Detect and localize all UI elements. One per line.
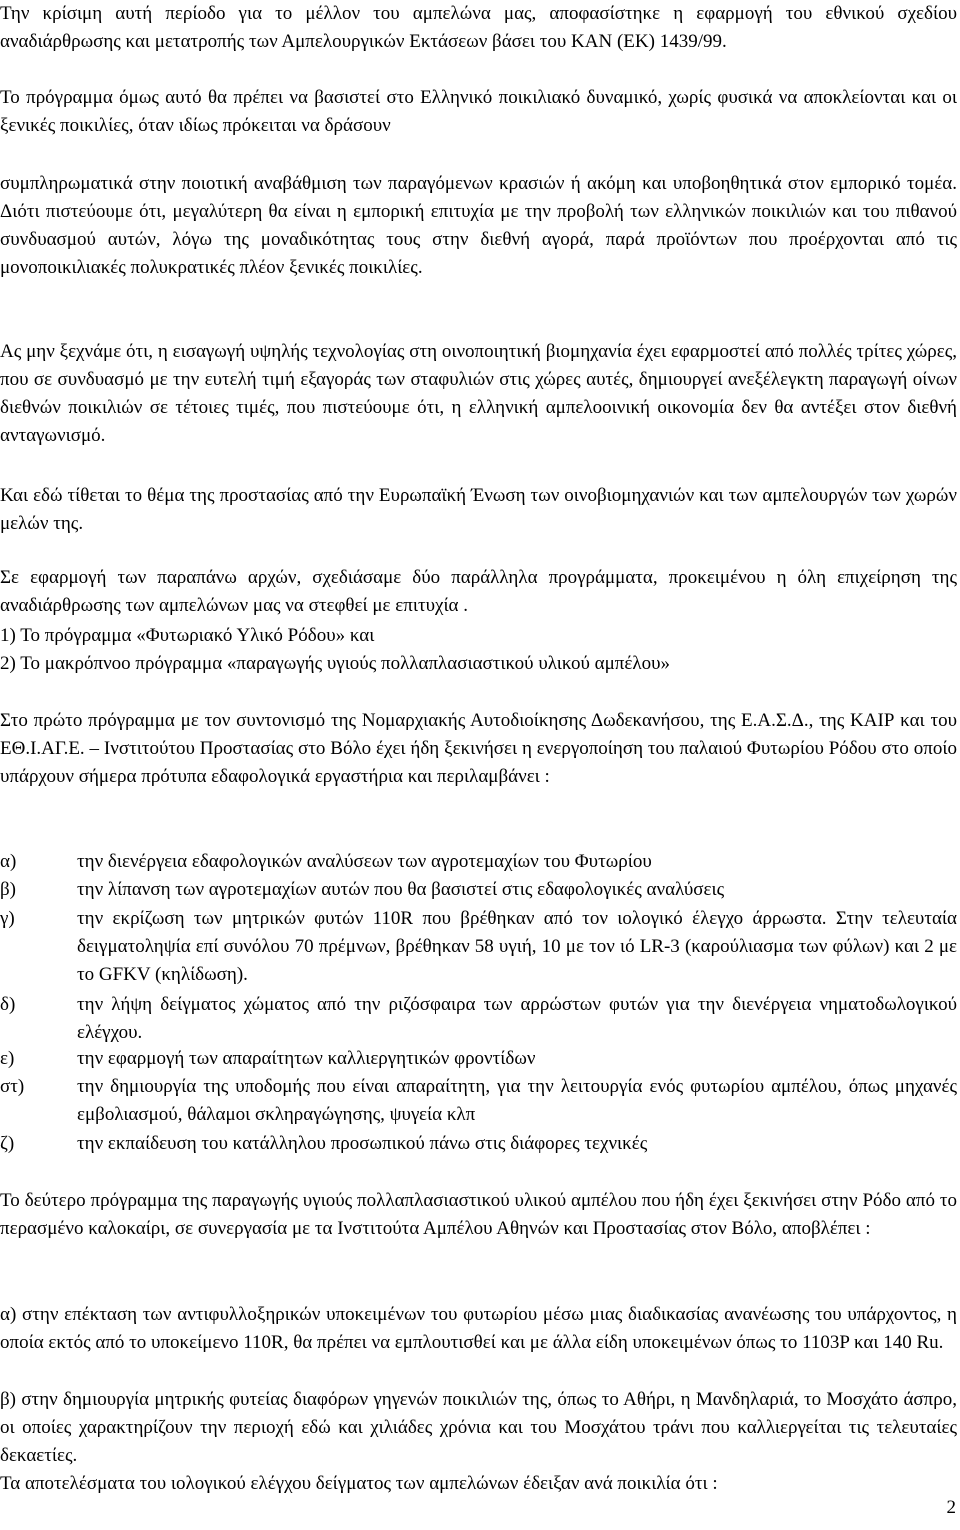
program-item: 1) Το πρόγραμμα «Φυτωριακό Υλικό Ρόδου» και xyxy=(0,625,375,646)
paragraph: Το πρόγραμμα όμως αυτό θα πρέπει να βασιστεί στο Ελληνικό ποικιλιακό δυναμικό, χωρίς φυσικά να αποκλείονται και οι ξενικές ποικιλίες, όταν ιδίως πρόκειται να δράσουν xyxy=(0,87,957,136)
list-item-label: α) xyxy=(0,851,17,872)
paragraph: συμπληρωματικά στην ποιοτική αναβάθμιση των παραγόμενων κρασιών ή ακόμη και υποβοηθητικά στον εμπορικό τομέα. Διότι πιστεύουμε ότι, μεγαλύτερη θα είναι η εμπορική επιτυχία με την προβολή των ελληνικών ποικιλιών και του πιθανού συνδυασμού αυτών, λόγω της μοναδικότητας τους στην διεθνή αγορά, παρά προϊόντων που προέρχονται από τις μονοποικιλιακές πολυκρατικές πλέον ξενικές ποικιλίες. xyxy=(0,173,957,278)
list-item-label: ζ) xyxy=(0,1133,15,1154)
paragraph: Και εδώ τίθεται το θέμα της προστασίας από την Ευρωπαϊκή Ένωση των οινοβιομηχανιών και των αμπελουργών των χωρών μελών της. xyxy=(0,485,957,534)
list-item-label: β) xyxy=(0,879,16,900)
list-item-text: την λήψη δείγματος χώματος από την ριζόσφαιρα των αρρώστων φυτών για την διενέργεια νηματοδωλογικού ελέγχου. xyxy=(77,994,957,1043)
list-item-text: την λίπανση των αγροτεμαχίων αυτών που θα βασιστεί στις εδαφολογικές αναλύσεις xyxy=(77,879,725,900)
paragraph: Την κρίσιμη αυτή περίοδο για το μέλλον του αμπελώνα μας, αποφασίστηκε η εφαρμογή του εθνικού σχεδίου αναδιάρθρωσης και μετατροπής των Αμπελουργικών Εκτάσεων βάσει του ΚΑΝ (ΕΚ) 1439/99. xyxy=(0,3,957,52)
list-item-text: την εκρίζωση των μητρικών φυτών 110R που βρέθηκαν από τον ιολογικό έλεγχο άρρωστα. Στην τελευταία δειγματοληψία επί συνόλου 70 πρέμνων, βρέθηκαν 58 υγιή, 10 με τον ιό LR-3 (καρούλιασμα των φύλων) και 2 με το GFKV (κηλίδωση). xyxy=(77,908,957,985)
list-item-label: ε) xyxy=(0,1048,15,1069)
paragraph: Ας μην ξεχνάμε ότι, η εισαγωγή υψηλής τεχνολογίας στη οινοποιητική βιομηχανία έχει εφαρμοστεί από πολλές τρίτες χώρες, που σε συνδυασμό με την ευτελή τιμή εξαγοράς των σταφυλιών στις χώρες αυτές, δημιουργεί ανεξέλεγκτη παραγωγή οίνων διεθνών ποικιλιών σε τέτοιες τιμές, που πιστεύουμε ότι, η ελληνική αμπελοοινική οικονομία δεν θα αντέξει στον διεθνή ανταγωνισμό. xyxy=(0,341,957,446)
list-item-label: γ) xyxy=(0,908,15,929)
paragraph: α) στην επέκταση των αντιφυλλοξηρικών υποκειμένων του φυτωρίου μέσω μιας διαδικασίας ανανέωσης του υπάρχοντος, η οποία εκτός από το υποκείμενο 110R, θα πρέπει να εμπλουτισθεί και με άλλα είδη υποκειμένων όπως το 1103P και 140 Ru. xyxy=(0,1304,957,1353)
paragraph: Σε εφαρμογή των παραπάνω αρχών, σχεδιάσαμε δύο παράλληλα προγράμματα, προκειμένου η όλη επιχείρηση της αναδιάρθρωσης των αμπελώνων μας να στεφθεί με επιτυχία . xyxy=(0,567,957,616)
page-number: 2 xyxy=(946,1497,956,1518)
paragraph: Τα αποτελέσματα του ιολογικού ελέγχου δείγματος των αμπελώνων έδειξαν ανά ποικιλία ότι : xyxy=(0,1473,718,1494)
paragraph: Στο πρώτο πρόγραμμα με τον συντονισμό της Νομαρχιακής Αυτοδιοίκησης Δωδεκανήσου, της Ε.Α.Σ.Δ., της ΚΑΙΡ και του ΕΘ.Ι.ΑΓ.Ε. – Ινστιτούτου Προστασίας στο Βόλο έχει ήδη ξεκινήσει η ενεργοποίηση του παλαιού Φυτωρίου Ρόδου στο οποίο υπάρχουν σήμερα πρότυπα εδαφολογικά εργαστήρια και περιλαμβάνει : xyxy=(0,710,957,787)
list-item-text: την δημιουργία της υποδομής που είναι απαραίτητη, για την λειτουργία ενός φυτωρίου αμπέλου, όπως μηχανές εμβολιασμού, θάλαμοι σκληραγώγησης, ψυγεία κλπ xyxy=(77,1076,957,1125)
list-item-label: στ) xyxy=(0,1076,25,1097)
list-item-text: την διενέργεια εδαφολογικών αναλύσεων των αγροτεμαχίων του Φυτωρίου xyxy=(77,851,652,872)
list-item-text: την εφαρμογή των απαραίτητων καλλιεργητικών φροντίδων xyxy=(77,1048,536,1069)
list-item-text: την εκπαίδευση του κατάλληλου προσωπικού πάνω στις διάφορες τεχνικές xyxy=(77,1133,648,1154)
program-item: 2) Το μακρόπνοο πρόγραμμα «παραγωγής υγιούς πολλαπλασιαστικού υλικού αμπέλου» xyxy=(0,653,670,674)
paragraph: Το δεύτερο πρόγραμμα της παραγωγής υγιούς πολλαπλασιαστικού υλικού αμπέλου που ήδη έχει ξεκινήσει στην Ρόδο από το περασμένο καλοκαίρι, σε συνεργασία με τα Ινστιτούτα Αμπέλου Αθηνών και Προστασίας στον Βόλο, αποβλέπει : xyxy=(0,1190,957,1239)
list-item-label: δ) xyxy=(0,994,16,1015)
paragraph: β) στην δημιουργία μητρικής φυτείας διαφόρων γηγενών ποικιλιών της, όπως το Αθήρι, η Μανδηλαριά, το Μοσχάτο άσπρο, οι οποίες χαρακτηρίζουν την περιοχή εδώ και χιλιάδες χρόνια και του Μοσχάτου τράνι που καλλιεργείται τις τελευταίες δεκαετίες. xyxy=(0,1389,957,1466)
